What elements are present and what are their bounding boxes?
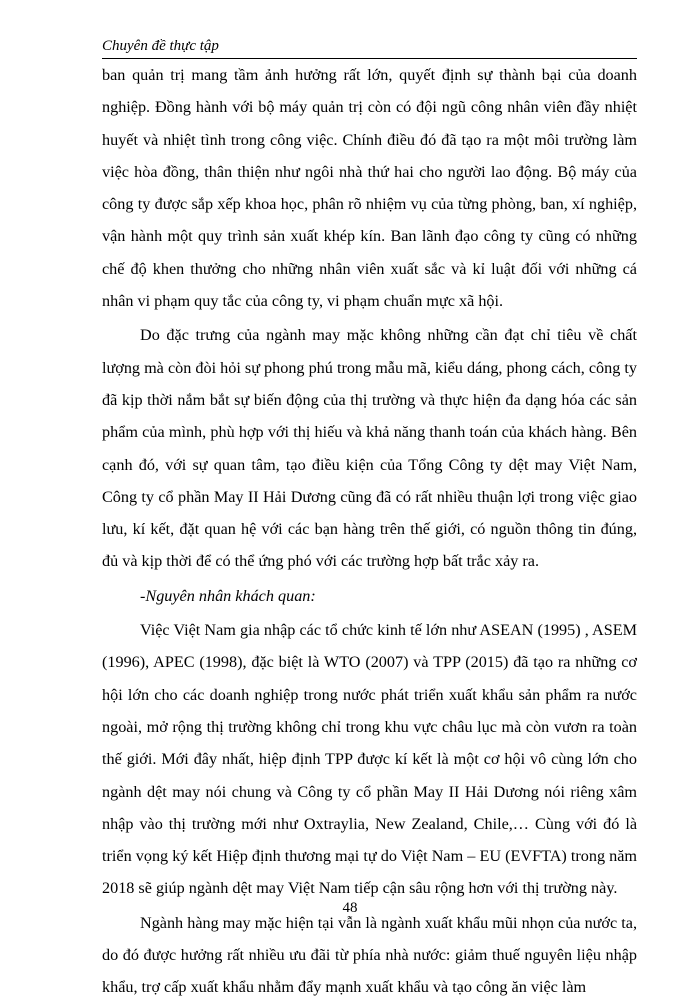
paragraph-continuation: ban quản trị mang tầm ảnh hưởng rất lớn, quyết định sự thành bại của doanh nghiệp. Đồng hành với bộ máy quản trị còn có đội ngũ công nhân viên đầy nhiệt huyết và nhiệt tình trong công việc. Chính điều đó đã tạo ra một môi trường làm việc hòa đồng, thân thiện như ngôi nhà thứ hai cho người lao động. Bộ máy của công ty được sắp xếp khoa học, phân rõ nhiệm vụ của từng phòng, ban, xí nghiệp, vận hành một quy trình sản xuất khép kín. Ban lãnh đạo công ty cũng có những chế độ khen thưởng cho những nhân viên xuất sắc và kỉ luật đối với những cá nhân vi phạm quy tắc của công ty, vi phạm chuẩn mực xã hội. xyxy=(102,66,637,311)
page-number: 48 xyxy=(342,900,358,916)
running-header: Chuyên đề thực tập xyxy=(102,38,219,54)
section-label: -Nguyên nhân khách quan: xyxy=(140,586,316,605)
paragraph: Ngành hàng may mặc hiện tại vẫn là ngành xuất khẩu mũi nhọn của nước ta, do đó được hưởng rất nhiều ưu đãi từ phía nhà nước: giảm thuế nguyên liệu nhập khẩu, trợ cấp xuất khẩu nhằm đẩy mạnh xuất khẩu và tạo công ăn việc làm xyxy=(102,913,637,997)
paragraph: Việc Việt Nam gia nhập các tổ chức kinh tế lớn như ASEAN (1995) , ASEM (1996), APEC (1998), đặc biệt là WTO (2007) và TPP (2015) đã tạo ra những cơ hội lớn cho các doanh nghiệp trong nước phát triển xuất khẩu sản phẩm ra nước ngoài, mở rộng thị trường không chỉ trong khu vực châu lục mà còn vươn ra toàn thế giới. Mới đây nhất, hiệp định TPP được kí kết là một cơ hội vô cùng lớn cho ngành dệt may nói chung và Công ty cổ phần May II Hải Dương nói riêng xâm nhập vào thị trường mới như Oxtraylia, New Zealand, Chile,… Cùng với đó là triển vọng ký kết Hiệp định thương mại tự do Việt Nam – EU (EVFTA) trong năm 2018 sẽ giúp ngành dệt may Việt Nam tiếp cận sâu rộng hơn với thị trường này. xyxy=(102,621,637,898)
paragraph: Do đặc trưng của ngành may mặc không những cần đạt chỉ tiêu về chất lượng mà còn đòi hỏi sự phong phú trong mẫu mã, kiểu dáng, phong cách, công ty đã kịp thời nắm bắt sự biến động của thị trường và thực hiện đa dạng hóa các sản phẩm của mình, phù hợp với thị hiếu và khả năng thanh toán của khách hàng. Bên cạnh đó, với sự quan tâm, tạo điều kiện của Tổng Công ty dệt may Việt Nam, Công ty cổ phần May II Hải Dương cũng đã có rất nhiều thuận lợi trong việc giao lưu, kí kết, đặt quan hệ với các bạn hàng trên thế giới, có nguồn thông tin đúng, đủ và kịp thời để có thể ứng phó với các trường hợp bất trắc xảy ra. xyxy=(102,326,637,571)
body-text xyxy=(102,59,637,1004)
